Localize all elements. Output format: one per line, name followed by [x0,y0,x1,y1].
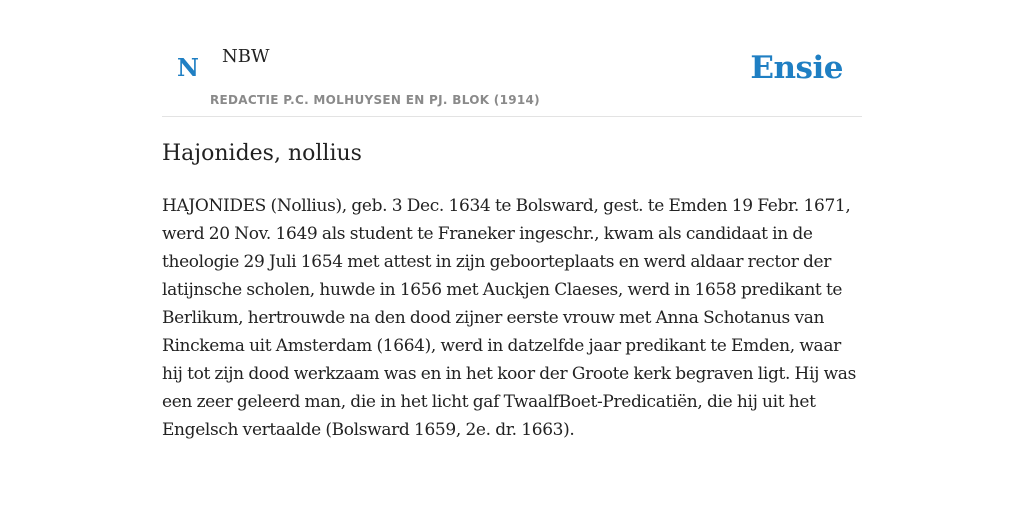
source-name[interactable]: NBW [222,46,270,67]
source-logo[interactable]: N [177,53,199,82]
source-header [162,0,862,117]
source-credit: REDACTIE P.C. MOLHUYSEN EN PJ. BLOK (1914) [210,93,540,107]
entry-body: HAJONIDES (Nollius), geb. 3 Dec. 1634 te Bolsward, gest. te Emden 19 Febr. 1671, werd 20 Nov. 1649 als student te Franeker ingeschr., kwam als candidaat in de theologie 29 Juli 1654 met attest in zijn geboorteplaats en werd aldaar rector der latijnsche scholen, huwde in 1656 met Auckjen Claeses, werd in 1658 predikant te Berlikum, hertrouwde na den dood zijner eerste vrouw met Anna Schotanus van Rinckema uit Amsterdam (1664), werd in datzelfde jaar predikant te Emden, waar hij tot zijn dood werkzaam was en in het koor der Groote kerk begraven ligt. Hij was een zeer geleerd man, die in het licht gaf TwaalfBoet-Predicatiën, die hij uit het Engelsch vertaalde (Bolsward 1659, 2e. dr. 1663). [162,196,856,440]
entry-title: Hajonides, nollius [162,141,362,166]
brand-logo[interactable]: Ensie [750,50,843,86]
